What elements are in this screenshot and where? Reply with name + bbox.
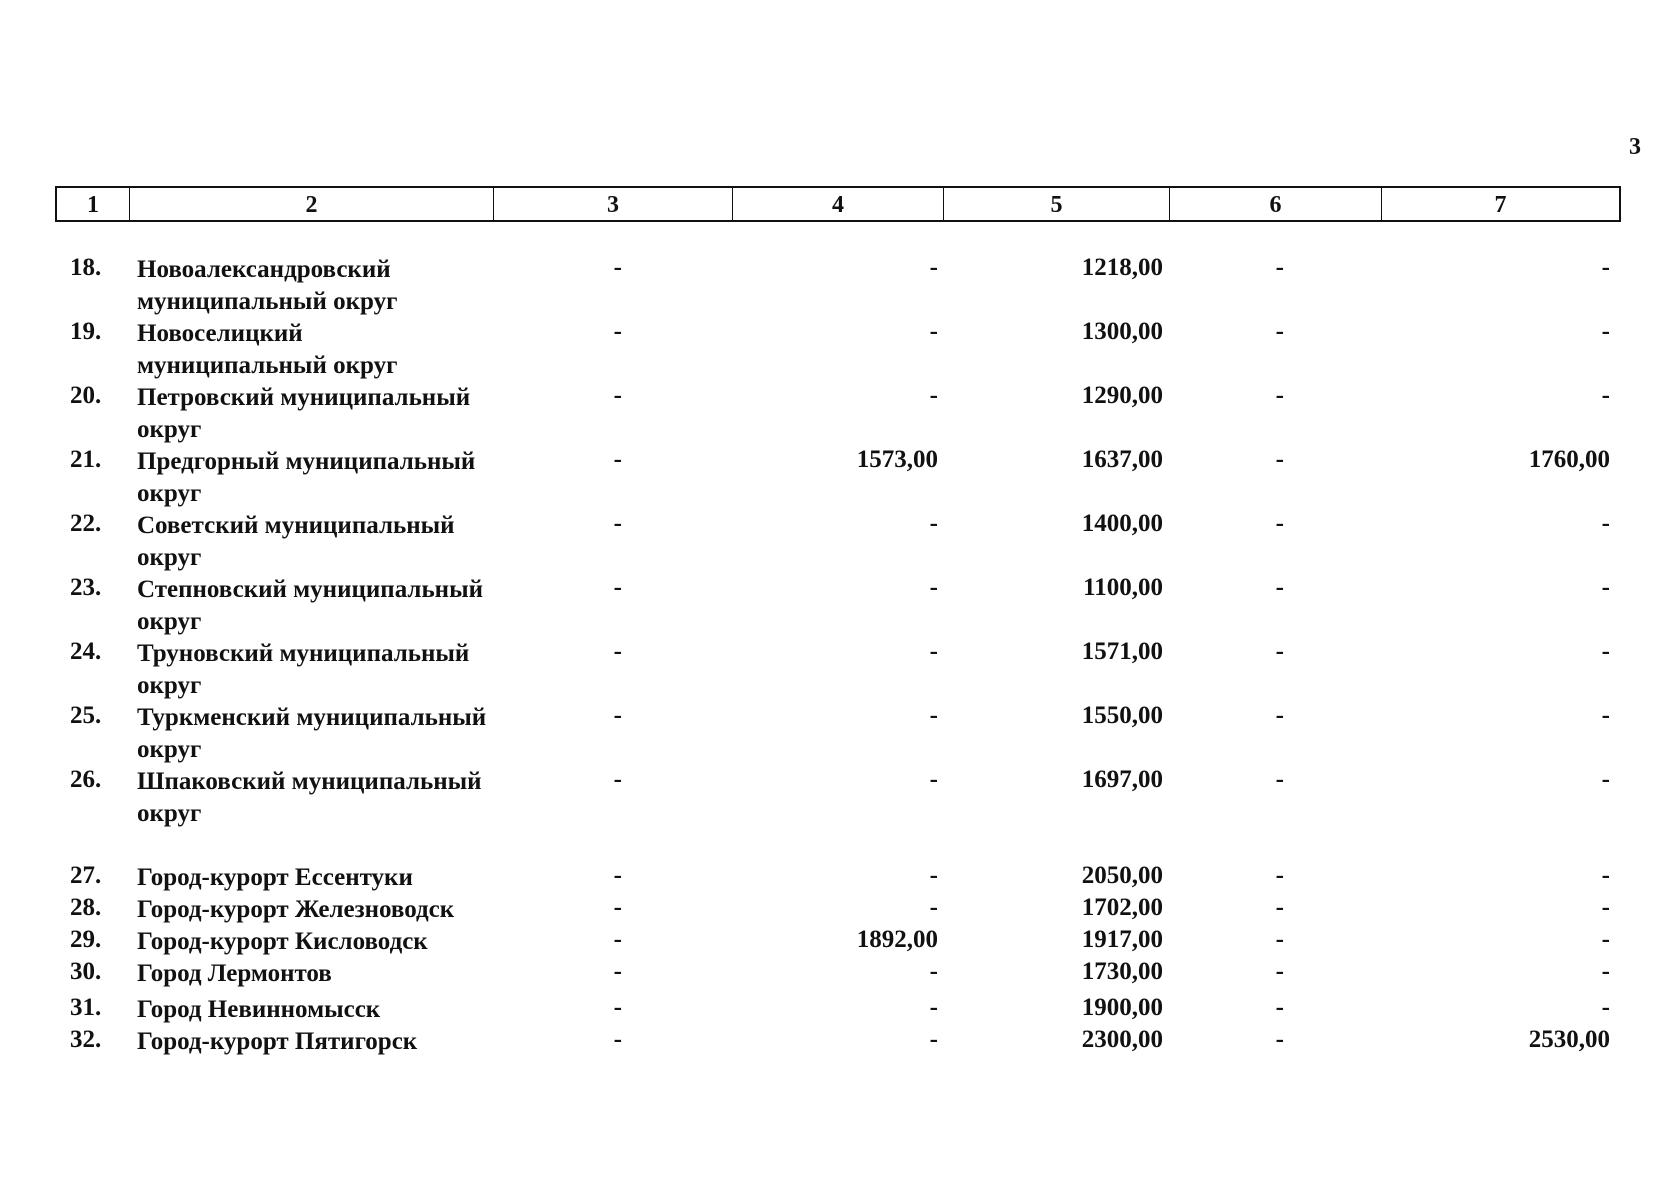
row-col-5: 1218,00 xyxy=(1081,254,1163,281)
row-col-4: - xyxy=(929,638,938,665)
row-col-6: - xyxy=(1275,994,1284,1021)
row-col-4: - xyxy=(929,510,938,537)
row-name: Туркменский муниципальный округ xyxy=(137,704,487,763)
row-col-3: - xyxy=(613,958,622,985)
row-col-5: 1300,00 xyxy=(1081,318,1163,345)
row-col-6: - xyxy=(1275,958,1284,985)
row-col-7: - xyxy=(1601,702,1610,729)
row-number: 32. xyxy=(70,1026,102,1053)
row-name: Степновский муниципальный округ xyxy=(137,576,483,635)
page-number: 3 xyxy=(1629,134,1641,160)
row-col-3: - xyxy=(613,766,622,793)
row-col-5: 1100,00 xyxy=(1083,574,1163,601)
row-number: 31. xyxy=(70,994,102,1021)
row-name: Труновский муниципальный округ xyxy=(137,640,470,699)
row-col-3: - xyxy=(613,702,622,729)
row-number: 26. xyxy=(70,766,102,793)
row-number: 25. xyxy=(70,702,102,729)
row-number: 27. xyxy=(70,862,102,889)
row-col-3: - xyxy=(613,254,622,281)
header-cell-6: 6 xyxy=(1170,188,1382,220)
row-name: Город Лермонтов xyxy=(137,960,332,987)
row-number: 21. xyxy=(70,446,102,473)
row-col-3: - xyxy=(613,894,622,921)
row-col-6: - xyxy=(1275,382,1284,409)
row-col-3: - xyxy=(613,862,622,889)
row-col-7: - xyxy=(1601,894,1610,921)
row-col-4: - xyxy=(929,254,938,281)
row-number: 20. xyxy=(70,382,102,409)
row-col-7: - xyxy=(1601,926,1610,953)
row-name: Предгорный муниципальный округ xyxy=(137,448,476,507)
row-col-5: 1400,00 xyxy=(1081,510,1163,537)
row-col-7: - xyxy=(1601,254,1610,281)
row-col-4: - xyxy=(929,958,938,985)
row-col-3: - xyxy=(613,382,622,409)
row-name: Шпаковский муниципальный округ xyxy=(137,768,482,827)
header-cell-1: 1 xyxy=(57,188,130,220)
row-col-6: - xyxy=(1275,318,1284,345)
row-col-4: - xyxy=(929,382,938,409)
row-number: 23. xyxy=(70,574,102,601)
row-number: 28. xyxy=(70,894,102,921)
row-col-6: - xyxy=(1275,254,1284,281)
row-col-7: - xyxy=(1601,510,1610,537)
row-col-7: - xyxy=(1601,766,1610,793)
row-col-6: - xyxy=(1275,1026,1284,1053)
row-col-5: 1900,00 xyxy=(1081,994,1163,1021)
row-col-3: - xyxy=(613,446,622,473)
row-col-3: - xyxy=(613,1026,622,1053)
row-col-3: - xyxy=(613,638,622,665)
row-col-5: 2050,00 xyxy=(1081,862,1163,889)
row-number: 19. xyxy=(70,318,102,345)
row-col-7: - xyxy=(1601,382,1610,409)
row-col-5: 2300,00 xyxy=(1081,1026,1163,1053)
row-col-5: 1730,00 xyxy=(1081,958,1163,985)
row-col-5: 1550,00 xyxy=(1081,702,1163,729)
row-number: 30. xyxy=(70,958,102,985)
row-col-5: 1697,00 xyxy=(1081,766,1163,793)
row-col-5: 1571,00 xyxy=(1081,638,1163,665)
row-col-6: - xyxy=(1275,926,1284,953)
row-name: Город-курорт Кисловодск xyxy=(137,928,428,955)
row-number: 18. xyxy=(70,254,102,281)
header-cell-5: 5 xyxy=(944,188,1170,220)
row-col-7: - xyxy=(1601,318,1610,345)
row-col-7: - xyxy=(1601,638,1610,665)
row-number: 22. xyxy=(70,510,102,537)
row-col-4: - xyxy=(929,702,938,729)
row-col-6: - xyxy=(1275,766,1284,793)
row-col-7: - xyxy=(1601,994,1610,1021)
header-cell-3: 3 xyxy=(494,188,733,220)
row-col-7: - xyxy=(1601,958,1610,985)
row-col-6: - xyxy=(1275,446,1284,473)
row-name: Советский муниципальный округ xyxy=(137,512,455,571)
row-col-4: - xyxy=(929,862,938,889)
row-name: Город-курорт Железноводск xyxy=(137,896,455,923)
row-col-4: 1892,00 xyxy=(856,926,938,953)
row-col-6: - xyxy=(1275,894,1284,921)
row-col-4: - xyxy=(929,1026,938,1053)
row-name: Новоалександровский муниципальный округ xyxy=(137,256,398,315)
header-cell-2: 2 xyxy=(130,188,494,220)
row-number: 29. xyxy=(70,926,102,953)
row-col-6: - xyxy=(1275,862,1284,889)
row-name: Петровский муниципальный округ xyxy=(137,384,471,443)
row-col-3: - xyxy=(613,510,622,537)
row-col-6: - xyxy=(1275,574,1284,601)
row-name: Новоселицкий муниципальный округ xyxy=(137,320,398,379)
row-col-5: 1290,00 xyxy=(1081,382,1163,409)
row-col-4: - xyxy=(929,894,938,921)
row-col-6: - xyxy=(1275,510,1284,537)
row-col-3: - xyxy=(613,994,622,1021)
row-name: Город-курорт Ессентуки xyxy=(137,864,413,891)
row-col-5: 1637,00 xyxy=(1081,446,1163,473)
row-col-7: - xyxy=(1601,862,1610,889)
row-col-3: - xyxy=(613,318,622,345)
header-cell-4: 4 xyxy=(733,188,944,220)
row-col-3: - xyxy=(613,574,622,601)
row-col-6: - xyxy=(1275,702,1284,729)
row-col-7: 2530,00 xyxy=(1528,1026,1610,1053)
row-name: Город-курорт Пятигорск xyxy=(137,1028,418,1055)
row-col-4: 1573,00 xyxy=(856,446,938,473)
row-col-7: 1760,00 xyxy=(1528,446,1610,473)
row-name: Город Невинномысск xyxy=(137,996,381,1023)
row-col-3: - xyxy=(613,926,622,953)
row-col-4: - xyxy=(929,766,938,793)
row-col-4: - xyxy=(929,574,938,601)
row-col-5: 1702,00 xyxy=(1081,894,1163,921)
row-col-7: - xyxy=(1601,574,1610,601)
row-number: 24. xyxy=(70,638,102,665)
row-col-6: - xyxy=(1275,638,1284,665)
row-col-4: - xyxy=(929,994,938,1021)
row-col-5: 1917,00 xyxy=(1081,926,1163,953)
header-cell-7: 7 xyxy=(1494,192,1507,218)
row-col-4: - xyxy=(929,318,938,345)
table-header xyxy=(55,186,1621,222)
